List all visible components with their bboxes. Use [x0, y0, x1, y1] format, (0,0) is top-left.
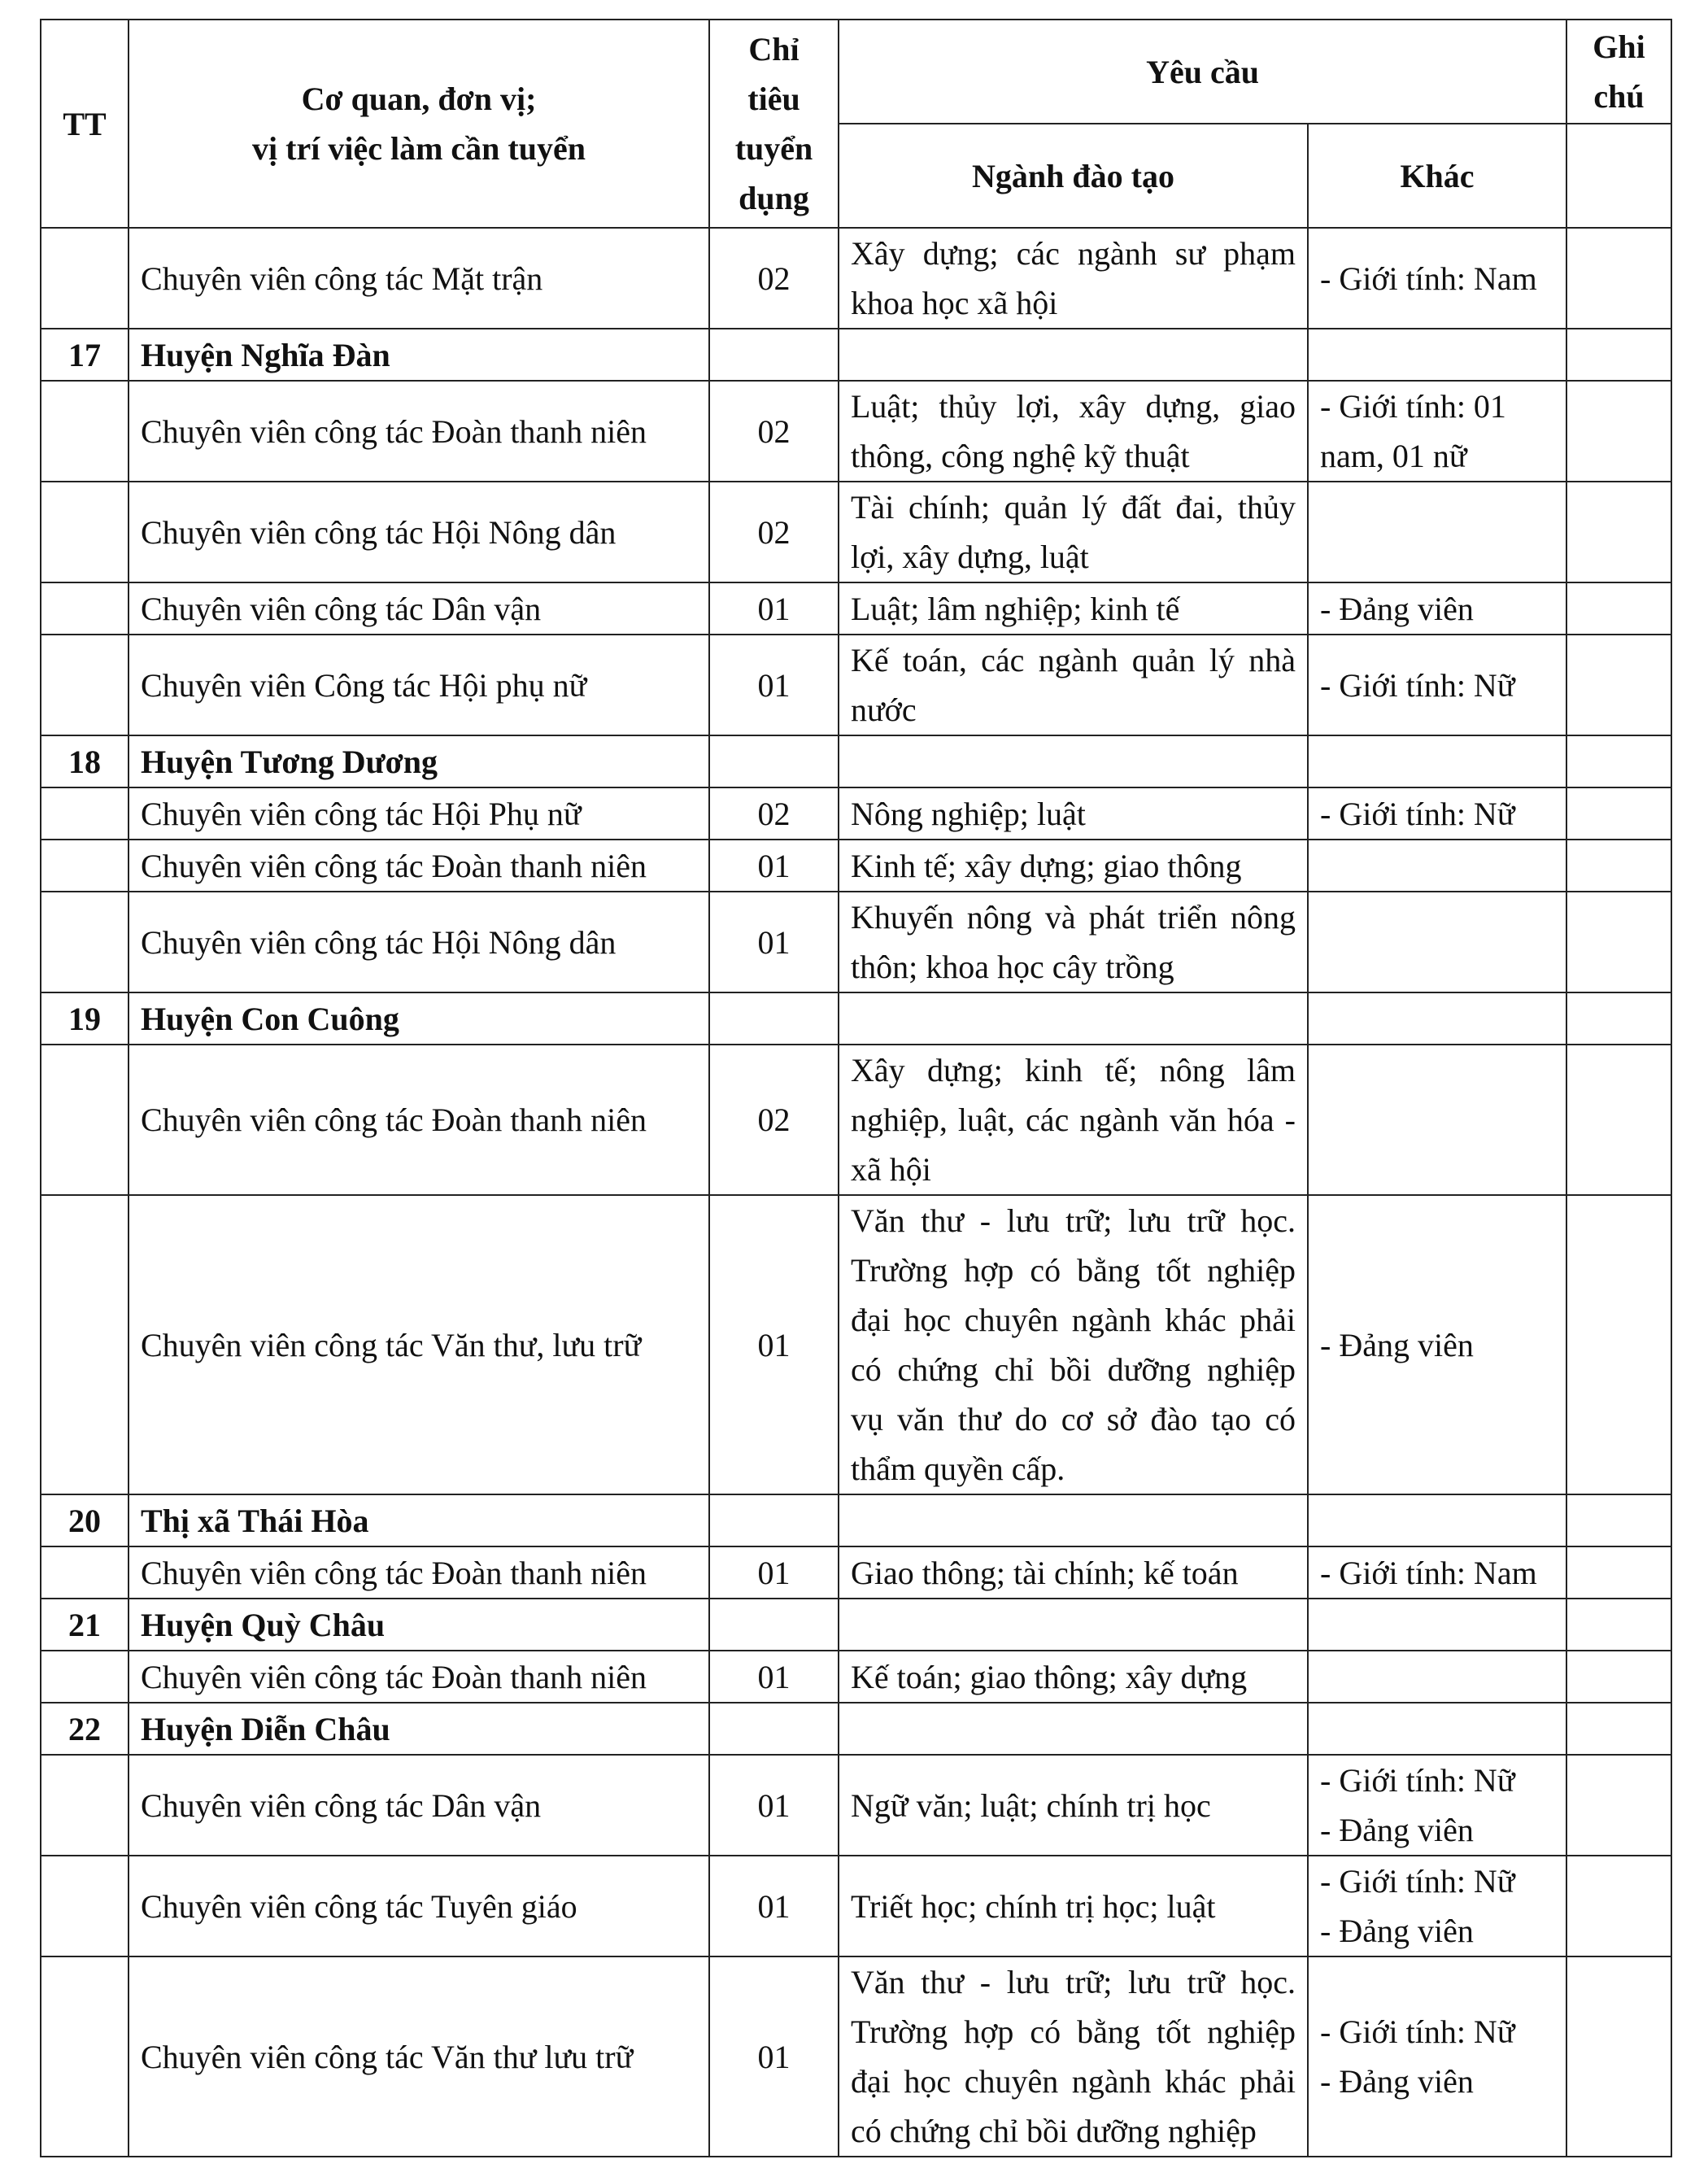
major-cell: Kinh tế; xây dựng; giao thông — [839, 840, 1308, 892]
count-cell — [709, 735, 839, 787]
table-row — [41, 840, 1671, 892]
note-cell — [1566, 735, 1671, 787]
position-cell: Chuyên viên công tác Đoàn thanh niên — [129, 381, 709, 482]
note-cell — [1566, 582, 1671, 635]
tt-cell: 19 — [41, 992, 129, 1045]
major-cell: Văn thư - lưu trữ; lưu trữ học. Trường hợp có bằng tốt nghiệp đại học chuyên ngành khác phải có chứng chỉ bồi dưỡng nghiệp — [839, 1956, 1308, 2157]
table-row — [41, 1956, 1671, 2157]
header-note-line: chú — [1593, 78, 1645, 115]
table-header — [41, 20, 1671, 228]
count-cell: 02 — [709, 787, 839, 840]
tt-cell: 20 — [41, 1494, 129, 1546]
major-cell — [839, 992, 1308, 1045]
other-cell — [1308, 787, 1566, 840]
other-cell — [1308, 892, 1566, 992]
note-cell — [1566, 1546, 1671, 1599]
tt-cell — [41, 482, 129, 582]
tt-cell — [41, 840, 129, 892]
table-row — [41, 787, 1671, 840]
table-row — [41, 228, 1671, 329]
note-cell — [1566, 1755, 1671, 1856]
other-cell — [1308, 582, 1566, 635]
other-cell — [1308, 1703, 1566, 1755]
position-cell: Chuyên viên công tác Hội Nông dân — [129, 892, 709, 992]
header-note-blank — [1566, 124, 1671, 228]
group-row — [41, 1703, 1671, 1755]
major-cell — [839, 1599, 1308, 1651]
major-cell: Tài chính; quản lý đất đai, thủy lợi, xây dựng, luật — [839, 482, 1308, 582]
major-cell — [839, 1703, 1308, 1755]
other-cell — [1308, 1546, 1566, 1599]
position-cell: Chuyên viên công tác Mặt trận — [129, 228, 709, 329]
major-cell: Triết học; chính trị học; luật — [839, 1856, 1308, 1956]
note-cell — [1566, 1856, 1671, 1956]
other-requirement: - Giới tính: Nam — [1320, 1554, 1537, 1591]
position-cell: Chuyên viên công tác Dân vận — [129, 1755, 709, 1856]
header-quota-line: tuyển — [734, 130, 813, 167]
other-requirement: - Giới tính: Nam — [1320, 260, 1537, 297]
table-row — [41, 892, 1671, 992]
count-cell: 01 — [709, 582, 839, 635]
count-cell — [709, 992, 839, 1045]
count-cell: 01 — [709, 1651, 839, 1703]
major-cell: Giao thông; tài chính; kế toán — [839, 1546, 1308, 1599]
major-cell — [839, 1494, 1308, 1546]
note-cell — [1566, 1651, 1671, 1703]
note-cell — [1566, 787, 1671, 840]
note-cell — [1566, 635, 1671, 735]
count-cell: 01 — [709, 1195, 839, 1494]
unit-name: Huyện Quỳ Châu — [129, 1599, 709, 1651]
major-cell: Xây dựng; kinh tế; nông lâm nghiệp, luật, các ngành văn hóa - xã hội — [839, 1045, 1308, 1195]
tt-cell — [41, 787, 129, 840]
other-requirement: - Đảng viên — [1320, 1326, 1474, 1363]
other-requirement: - Giới tính: Nữ — [1320, 1762, 1515, 1799]
table-row — [41, 635, 1671, 735]
tt-cell — [41, 1195, 129, 1494]
note-cell — [1566, 840, 1671, 892]
count-cell: 02 — [709, 1045, 839, 1195]
header-quota-line: Chỉ — [748, 31, 800, 68]
position-cell: Chuyên viên công tác Văn thư lưu trữ — [129, 1956, 709, 2157]
other-cell — [1308, 1956, 1566, 2157]
other-requirement: - Đảng viên — [1320, 1812, 1474, 1848]
group-row — [41, 992, 1671, 1045]
count-cell: 01 — [709, 635, 839, 735]
other-requirement: - Đảng viên — [1320, 1913, 1474, 1949]
tt-cell: 22 — [41, 1703, 129, 1755]
other-requirement: - Đảng viên — [1320, 2063, 1474, 2100]
count-cell: 01 — [709, 892, 839, 992]
header-tt: TT — [41, 20, 129, 228]
header-quota-line: tiêu — [747, 81, 800, 117]
other-cell — [1308, 329, 1566, 381]
tt-cell — [41, 892, 129, 992]
header-other: Khác — [1308, 124, 1566, 228]
group-row — [41, 329, 1671, 381]
count-cell: 01 — [709, 840, 839, 892]
header-unit-line2: vị trí việc làm cần tuyển — [252, 130, 586, 167]
major-cell: Kế toán; giao thông; xây dựng — [839, 1651, 1308, 1703]
position-cell: Chuyên viên công tác Đoàn thanh niên — [129, 1546, 709, 1599]
position-cell: Chuyên viên công tác Tuyên giáo — [129, 1856, 709, 1956]
count-cell: 01 — [709, 1956, 839, 2157]
header-note-line: Ghi — [1593, 28, 1645, 65]
header-unit-line1: Cơ quan, đơn vị; — [301, 81, 537, 117]
tt-cell — [41, 381, 129, 482]
count-cell — [709, 1599, 839, 1651]
unit-name: Huyện Nghĩa Đàn — [129, 329, 709, 381]
position-cell: Chuyên viên công tác Đoàn thanh niên — [129, 1045, 709, 1195]
tt-cell — [41, 1755, 129, 1856]
major-cell: Kế toán, các ngành quản lý nhà nước — [839, 635, 1308, 735]
position-cell: Chuyên viên công tác Đoàn thanh niên — [129, 840, 709, 892]
tt-cell — [41, 1651, 129, 1703]
header-quota-line: dụng — [739, 180, 809, 216]
other-cell — [1308, 1195, 1566, 1494]
count-cell: 02 — [709, 228, 839, 329]
tt-cell — [41, 1956, 129, 2157]
position-cell: Chuyên viên công tác Đoàn thanh niên — [129, 1651, 709, 1703]
other-cell — [1308, 1755, 1566, 1856]
other-cell — [1308, 992, 1566, 1045]
major-cell — [839, 735, 1308, 787]
header-note — [1566, 20, 1671, 124]
other-cell — [1308, 1494, 1566, 1546]
unit-name: Huyện Con Cuông — [129, 992, 709, 1045]
header-major: Ngành đào tạo — [839, 124, 1308, 228]
count-cell — [709, 1703, 839, 1755]
other-cell — [1308, 1651, 1566, 1703]
table-row — [41, 1045, 1671, 1195]
tt-cell — [41, 582, 129, 635]
count-cell: 01 — [709, 1856, 839, 1956]
other-cell — [1308, 1856, 1566, 1956]
table-row — [41, 1195, 1671, 1494]
note-cell — [1566, 228, 1671, 329]
major-cell: Luật; lâm nghiệp; kinh tế — [839, 582, 1308, 635]
other-cell — [1308, 735, 1566, 787]
major-cell — [839, 329, 1308, 381]
major-cell: Văn thư - lưu trữ; lưu trữ học. Trường hợp có bằng tốt nghiệp đại học chuyên ngành khác phải có chứng chỉ bồi dưỡng nghiệp vụ văn thư do cơ sở đào tạo có thẩm quyền cấp. — [839, 1195, 1308, 1494]
note-cell — [1566, 1494, 1671, 1546]
tt-cell — [41, 1856, 129, 1956]
position-cell: Chuyên viên công tác Văn thư, lưu trữ — [129, 1195, 709, 1494]
other-requirement: - Giới tính: Nữ — [1320, 666, 1515, 704]
group-row — [41, 735, 1671, 787]
other-requirement: - Giới tính: Nữ — [1320, 795, 1515, 832]
tt-cell — [41, 228, 129, 329]
major-cell: Luật; thủy lợi, xây dựng, giao thông, công nghệ kỹ thuật — [839, 381, 1308, 482]
other-cell — [1308, 381, 1566, 482]
tt-cell: 21 — [41, 1599, 129, 1651]
note-cell — [1566, 1195, 1671, 1494]
count-cell: 01 — [709, 1755, 839, 1856]
note-cell — [1566, 1599, 1671, 1651]
table-row — [41, 1755, 1671, 1856]
unit-name: Huyện Diễn Châu — [129, 1703, 709, 1755]
other-requirement: - Đảng viên — [1320, 590, 1474, 627]
major-cell: Nông nghiệp; luật — [839, 787, 1308, 840]
header-unit — [129, 20, 709, 228]
major-cell: Ngữ văn; luật; chính trị học — [839, 1755, 1308, 1856]
other-cell — [1308, 482, 1566, 582]
recruitment-table — [40, 19, 1672, 2157]
note-cell — [1566, 1703, 1671, 1755]
table-row — [41, 582, 1671, 635]
count-cell: 01 — [709, 1546, 839, 1599]
header-quota — [709, 20, 839, 228]
note-cell — [1566, 892, 1671, 992]
note-cell — [1566, 482, 1671, 582]
other-cell — [1308, 228, 1566, 329]
tt-cell: 18 — [41, 735, 129, 787]
position-cell: Chuyên viên công tác Hội Phụ nữ — [129, 787, 709, 840]
other-cell — [1308, 840, 1566, 892]
other-requirement: - Giới tính: Nữ — [1320, 1863, 1515, 1900]
position-cell: Chuyên viên công tác Hội Nông dân — [129, 482, 709, 582]
note-cell — [1566, 1956, 1671, 2157]
major-cell: Xây dựng; các ngành sư phạm khoa học xã hội — [839, 228, 1308, 329]
tt-cell — [41, 1045, 129, 1195]
table-body — [41, 228, 1671, 2157]
unit-name: Thị xã Thái Hòa — [129, 1494, 709, 1546]
other-cell — [1308, 1599, 1566, 1651]
note-cell — [1566, 329, 1671, 381]
note-cell — [1566, 1045, 1671, 1195]
major-cell: Khuyến nông và phát triển nông thôn; khoa học cây trồng — [839, 892, 1308, 992]
other-requirement: - Giới tính: Nữ — [1320, 2013, 1515, 2050]
count-cell — [709, 1494, 839, 1546]
group-row — [41, 1599, 1671, 1651]
other-cell — [1308, 635, 1566, 735]
table-row — [41, 1651, 1671, 1703]
header-requirements: Yêu cầu — [839, 20, 1566, 124]
count-cell: 02 — [709, 482, 839, 582]
other-requirement: - Giới tính: 01 nam, 01 nữ — [1320, 388, 1506, 474]
tt-cell — [41, 1546, 129, 1599]
table-row — [41, 1546, 1671, 1599]
position-cell: Chuyên viên công tác Dân vận — [129, 582, 709, 635]
note-cell — [1566, 381, 1671, 482]
count-cell: 02 — [709, 381, 839, 482]
group-row — [41, 1494, 1671, 1546]
table-row — [41, 381, 1671, 482]
unit-name: Huyện Tương Dương — [129, 735, 709, 787]
count-cell — [709, 329, 839, 381]
tt-cell — [41, 635, 129, 735]
tt-cell: 17 — [41, 329, 129, 381]
other-cell — [1308, 1045, 1566, 1195]
note-cell — [1566, 992, 1671, 1045]
position-cell: Chuyên viên Công tác Hội phụ nữ — [129, 635, 709, 735]
table-row — [41, 482, 1671, 582]
table-row — [41, 1856, 1671, 1956]
